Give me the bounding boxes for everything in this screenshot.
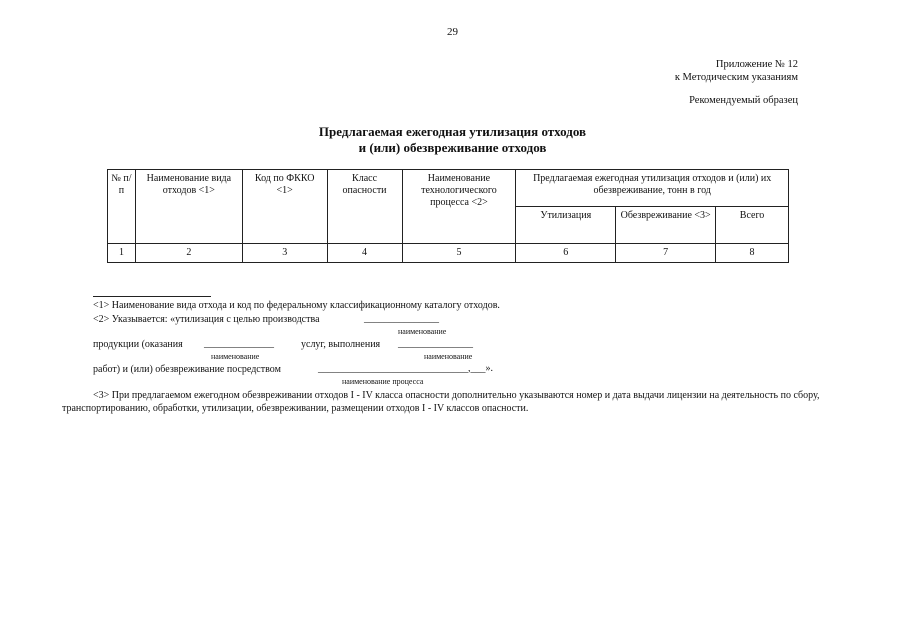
title-line-2: и (или) обезвреживание отходов bbox=[358, 140, 547, 155]
document-title bbox=[0, 124, 905, 156]
header-total: Всего bbox=[716, 207, 789, 244]
column-number: 3 bbox=[242, 244, 327, 263]
header-hazard-class: Класс опасности bbox=[327, 170, 402, 244]
footnote-2-start: <2> Указывается: «утилизация с целью производства bbox=[93, 314, 320, 325]
header-number: № п/п bbox=[108, 170, 136, 244]
header-process-name: Наименование технологического процесса <2> bbox=[402, 170, 516, 244]
recommended-sample-label: Рекомендуемый образец bbox=[689, 95, 798, 106]
column-number: 4 bbox=[327, 244, 402, 263]
header-proposed-annual: Предлагаемая ежегодная утилизация отходов и (или) их обезвреживание, тонн в год bbox=[516, 170, 789, 207]
footnote-2-works: работ) и (или) обезвреживание посредством bbox=[93, 364, 281, 375]
caption-name-2: наименование bbox=[211, 352, 260, 361]
appendix-to-guidelines: к Методическим указаниям bbox=[674, 72, 798, 83]
footnote-2-blank-2: ______________ bbox=[204, 338, 274, 349]
header-utilization: Утилизация bbox=[516, 207, 616, 244]
waste-utilization-table bbox=[107, 169, 789, 263]
column-number: 6 bbox=[516, 244, 616, 263]
column-number: 2 bbox=[135, 244, 242, 263]
column-number: 5 bbox=[402, 244, 516, 263]
header-fkko-code: Код по ФККО <1> bbox=[242, 170, 327, 244]
footnote-1: <1> Наименование вида отхода и код по федеральному классификационному каталогу отходов. bbox=[93, 300, 500, 311]
header-neutralization: Обезвреживание <3> bbox=[616, 207, 716, 244]
caption-process: наименование процесса bbox=[342, 377, 424, 386]
caption-name-1: наименование bbox=[398, 327, 447, 336]
column-number: 7 bbox=[616, 244, 716, 263]
header-waste-name: Наименование вида отходов <1> bbox=[135, 170, 242, 244]
title-line-1: Предлагаемая ежегодная утилизация отходов bbox=[318, 124, 587, 139]
column-numbers-row bbox=[108, 244, 789, 263]
column-number: 1 bbox=[108, 244, 136, 263]
footnote-2-services: услуг, выполнения bbox=[301, 339, 381, 350]
footnote-2-blank-4: ______________________________,___». bbox=[318, 363, 493, 374]
footnote-3: <3> При предлагаемом ежегодном обезвреживании отходов I - IV класса опасности дополнительно указываются номер и дата выдачи лицензии на деятельность по сбору, транспортированию, обработки, утилизации, обезвреживании, размещении отходов I - IV классов опасности. bbox=[62, 390, 820, 414]
column-number: 8 bbox=[716, 244, 789, 263]
footnote-2-blank-1: _______________ bbox=[364, 313, 439, 324]
page-number: 29 bbox=[447, 26, 458, 38]
footnote-2-products: продукции (оказания bbox=[93, 339, 183, 350]
footnote-2-blank-3: _______________ bbox=[398, 338, 473, 349]
footnote-separator bbox=[93, 296, 211, 297]
appendix-number: Приложение № 12 bbox=[715, 59, 798, 70]
appendix-reference bbox=[675, 58, 798, 84]
caption-name-3: наименование bbox=[424, 352, 473, 361]
